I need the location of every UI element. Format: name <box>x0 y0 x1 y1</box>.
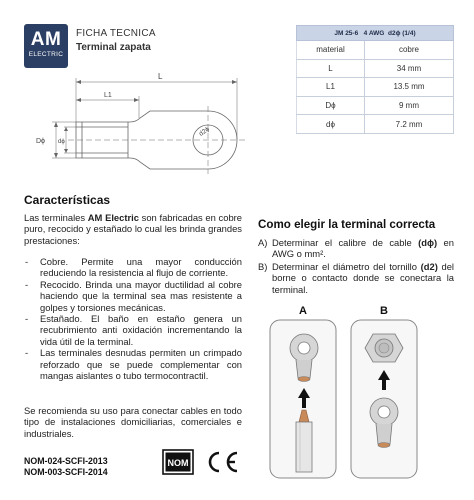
nom-certification-logo <box>162 449 194 475</box>
spec-value: 34 mm <box>365 59 454 78</box>
ce-certification-logo <box>204 450 240 474</box>
norm-item: NOM-024-SCFI-2013 <box>24 456 108 466</box>
spec-value: cobre <box>365 41 454 60</box>
spec-label: material <box>297 41 365 60</box>
table-row <box>297 115 454 134</box>
spec-screw: d2ϕ (1/4) <box>387 29 416 37</box>
list-item: - Cobre. Permite una mayor conducción reduciendo la resistencia al flujo de corriente. <box>24 256 242 279</box>
spec-value: 7.2 mm <box>365 115 454 134</box>
table-row <box>297 41 454 60</box>
list-item <box>258 237 454 260</box>
characteristics-title: Características <box>24 193 111 207</box>
table-row <box>297 59 454 78</box>
spec-table <box>296 25 454 134</box>
spec-value: 13.5 mm <box>365 78 454 97</box>
step-text-before: Determinar el calibre de cable <box>272 237 419 248</box>
step-bold: (d2) <box>420 260 438 272</box>
spec-model: JM 25-6 <box>334 29 359 37</box>
document-subtitle: Terminal zapata <box>76 42 151 53</box>
table-row <box>297 78 454 97</box>
step-text-before: Determinar el diámetro del tornillo <box>272 260 421 272</box>
characteristics-intro <box>24 212 242 246</box>
spec-label: dϕ <box>297 115 365 134</box>
spec-label: Dϕ <box>297 96 365 115</box>
list-item: - Las terminales desnudas permiten un crimpado reforzado que se puede complementar con mangas aislantes o tubo termocontractil. <box>24 347 242 381</box>
diagram-b-label: B <box>380 305 388 317</box>
am-electric-logo <box>24 24 68 68</box>
table-row <box>297 96 454 115</box>
spec-label: L <box>297 59 365 78</box>
spec-awg: 4 AWG <box>363 29 385 37</box>
how-to-title: Como elegir la terminal correcta <box>258 218 436 231</box>
intro-after: son fabricadas en cobre puro, recocido y estañado lo cual les brinda grandes prestaciones: <box>24 212 243 246</box>
feature-list <box>24 256 242 381</box>
usage-paragraph: Se recomienda su uso para conectar cables en todo tipo de instalaciones domiciliarias, comerciales e industriales. <box>24 405 242 439</box>
step-marker: B) <box>258 260 268 272</box>
diagram-b-bolt <box>349 304 419 480</box>
step-text-after: del borne o contacto donde se conectara la terminal. <box>272 260 454 295</box>
dim-L-label: L <box>158 72 163 81</box>
list-item: - Estañado. El baño en estaño genera un recubrimiento anti oxidación incrementando la vida útil de la terminal. <box>24 313 242 347</box>
steps-list <box>258 237 454 296</box>
lug-technical-drawing <box>32 70 262 190</box>
step-text-after: en AWG o mm². <box>272 237 454 260</box>
list-item <box>258 261 454 295</box>
intro-brand: AM Electric <box>87 212 139 223</box>
dim-d2-label: d2ϕ <box>197 125 211 138</box>
dim-L1-label: L1 <box>104 92 112 99</box>
spec-table-header <box>297 26 454 41</box>
spec-table-header-row <box>297 26 454 41</box>
ce-text: CE <box>204 450 206 451</box>
diagram-a-label: A <box>299 305 307 317</box>
spec-value: 9 mm <box>365 96 454 115</box>
logo-main-text: AM <box>30 29 62 50</box>
norms-list <box>24 456 108 478</box>
nom-text: NOM <box>167 458 189 468</box>
spec-label: L1 <box>297 78 365 97</box>
logo-sub-text: ELECTRIC <box>28 51 64 58</box>
dim-d-label: dϕ <box>58 139 65 145</box>
document-title: FICHA TECNICA <box>76 28 156 39</box>
dim-D-label: Dϕ <box>36 138 45 145</box>
norm-item: NOM-003-SCFI-2014 <box>24 467 108 477</box>
list-item: - Recocido. Brinda una mayor ductilidad al cobre haciendo que la terminal sea mas resistente a golpes y torsiones mecánicas. <box>24 279 242 313</box>
intro-before: Las terminales <box>24 212 88 223</box>
step-bold: (dϕ) <box>418 237 438 248</box>
step-marker: A) <box>258 237 268 248</box>
diagram-a-cable <box>268 304 338 480</box>
document-header <box>76 28 156 53</box>
